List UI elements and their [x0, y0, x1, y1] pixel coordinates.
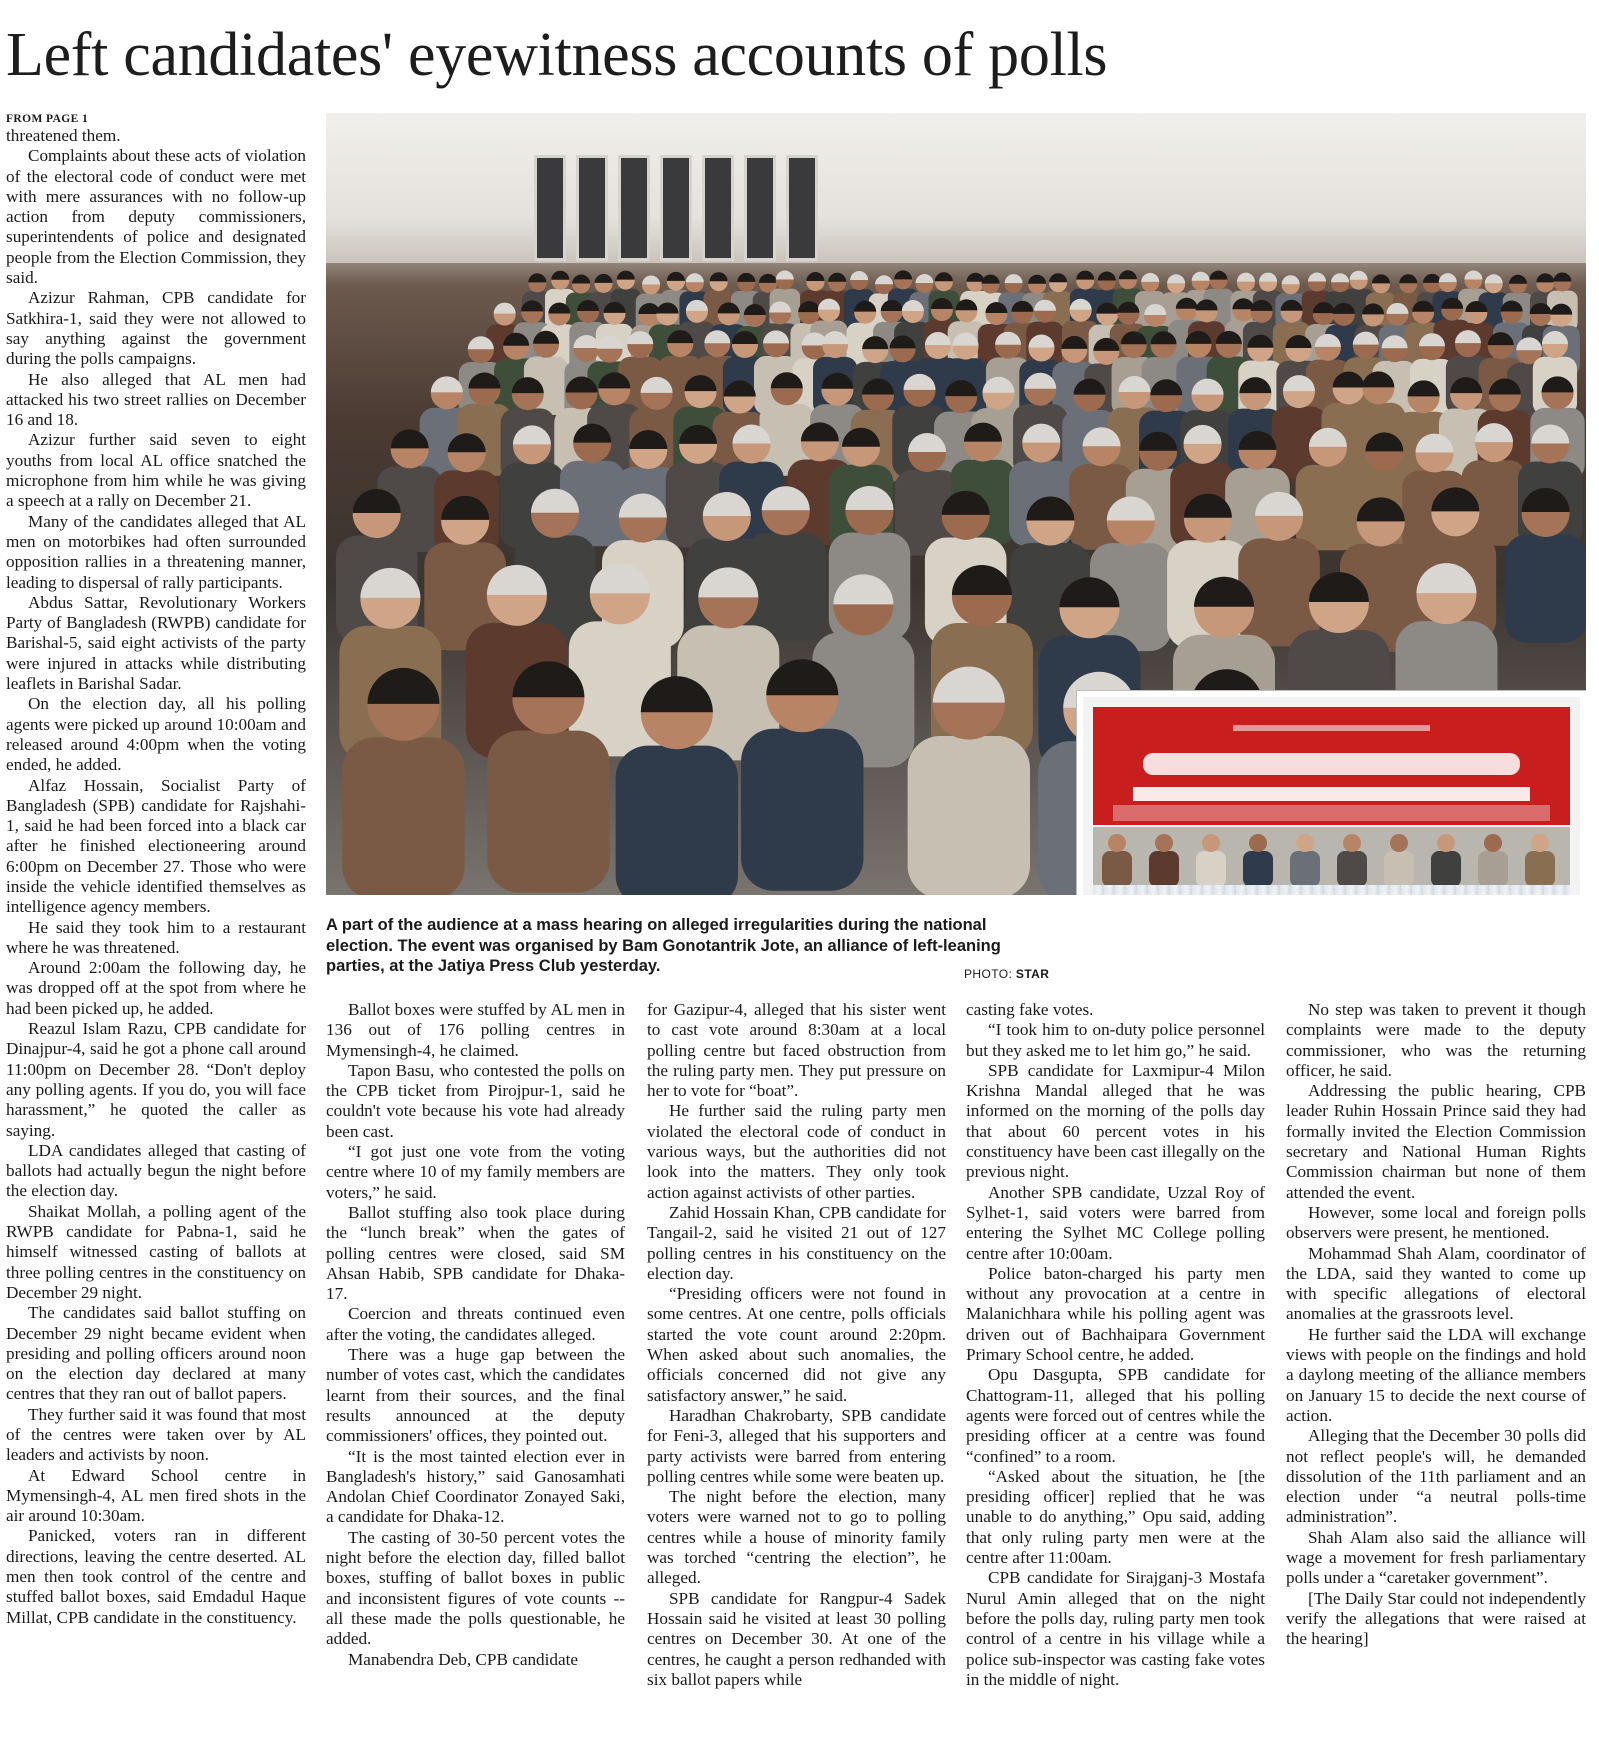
- stage-table-cloth: [1093, 885, 1570, 895]
- audience-member-body: [908, 736, 1030, 895]
- column-paragraphs: [966, 1000, 1265, 1690]
- paragraph: They further said it was found that most of the centres were taken over by AL leaders and activists by noon.: [6, 1404, 306, 1465]
- main-photo: [326, 113, 1586, 895]
- panel-speaker-head: [1531, 834, 1549, 852]
- audience-member-hair: [1308, 273, 1326, 282]
- audience-member-body: [1238, 538, 1320, 646]
- audience-member-body: [616, 746, 738, 895]
- panel-speaker-head: [1437, 834, 1455, 852]
- audience-member-hair: [1259, 273, 1277, 282]
- article-column-4: [1286, 1000, 1586, 1756]
- paragraph: Manabendra Deb, CPB candidate: [348, 1649, 579, 1669]
- panel-speaker-head: [1484, 834, 1502, 852]
- audience-member-hair: [1076, 271, 1094, 280]
- audience-member-hair: [894, 270, 912, 279]
- paragraph: Alleging that the December 30 polls did not reflect people's will, he demanded dissolution of the 11th parliament and an election under “a neutral polls-time administration”.: [1286, 1426, 1586, 1527]
- column-paragraphs: [1286, 1000, 1586, 1650]
- paragraph: Haradhan Chakrobarty, SPB candidate for Feni-3, alleged that his supporters and party activists were barred from entering polling centres while some were beaten up.: [647, 1405, 946, 1486]
- paragraph: Shah Alam also said the alliance will wage a movement for fresh parliamentary polls under a “caretaker government”.: [1286, 1527, 1586, 1588]
- photo-credit-label: PHOTO:: [964, 967, 1013, 981]
- paragraph: Mohammad Shah Alam, coordinator of the LDA, said they wanted to come up with specific allegations of electoral anomalies at the grassroots level.: [1286, 1243, 1586, 1324]
- panel-speaker-head: [1155, 834, 1173, 852]
- audience-member-hair: [667, 272, 685, 281]
- paragraph: Police baton-charged his party men without any provocation at a centre in Malanichhara while his polling agent was driven out of Bachhaipara Government Primary School centre, he added.: [966, 1263, 1265, 1365]
- audience-member-hair: [967, 273, 985, 282]
- paragraph: Azizur further said seven to eight youths from local AL office snatched the microphone from him while he was giving a speech at a rally on December 21.: [6, 430, 306, 511]
- photo-credit-source: STAR: [1015, 967, 1050, 981]
- panel-speaker-head: [1202, 834, 1220, 852]
- panel-speaker-body: [1290, 851, 1320, 887]
- hall-window: [618, 155, 650, 261]
- panel-speakers-figures: [1093, 827, 1570, 887]
- paragraph: Around 2:00am the following day, he was dropped off at the spot from where he had been picked up, he added.: [6, 958, 306, 1018]
- paragraph: Complaints about these acts of violation of the electoral code of conduct were met with mere assurances with no follow-up action from deputy commissioners, superintendents of police and designated people from the Election Commission, they said.: [6, 146, 306, 288]
- column-paragraphs: [647, 1000, 946, 1690]
- audience-member-hair: [1119, 270, 1137, 279]
- audience-member-body: [342, 737, 464, 895]
- paragraph: CPB candidate for Sirajganj-3 Mostafa Nurul Amin alleged that on the night before the polls day, ruling party men took control of a centre in his village while a police sub-inspector was casting fake votes in the middle of night.: [966, 1568, 1265, 1689]
- hall-window: [576, 155, 608, 261]
- audience-member-hair: [1553, 272, 1571, 281]
- audience-member-hair: [1464, 270, 1482, 279]
- audience-member-hair: [642, 275, 660, 284]
- panel-speaker-head: [1343, 834, 1361, 852]
- audience-member-hair: [875, 275, 893, 284]
- hall-window: [744, 155, 776, 261]
- panel-speaker-body: [1149, 851, 1179, 887]
- audience-member-hair: [828, 273, 846, 282]
- audience-member-hair: [431, 376, 463, 392]
- audience-member-hair: [1141, 273, 1159, 282]
- paragraph: He further said the ruling party men violated the electoral code of conduct in various ways, but the authorities did not look into the matters. They only took action against activists of other parties.: [647, 1101, 946, 1202]
- audience-member-body: [1505, 535, 1586, 643]
- panel-speaker-body: [1337, 851, 1367, 887]
- paragraph: Azizur Rahman, CPB candidate for Satkhira-1, said they were not allowed to say anything against the government during the polls campaigns.: [6, 288, 306, 369]
- paragraph: No step was taken to prevent it though complaints were made to the deputy commissioner, who was the returning officer, he said.: [1286, 1000, 1586, 1080]
- photo-caption: A part of the audience at a mass hearing on alleged irregularities during the national election. The event was organised by Bam Gonotantrik Jote, an alliance of left-leaning parties, at the Jatiya Press Club yesterday.: [326, 916, 1001, 975]
- panel-speaker-body: [1384, 851, 1414, 887]
- paragraph: Addressing the public hearing, CPB leader Ruhin Hossain Prince said they had formally invited the Election Commission secretary and National Human Rights Commission chairman but none of them attended the event.: [1286, 1081, 1586, 1202]
- audience-member-hair: [806, 272, 824, 281]
- audience-member-hair: [737, 273, 755, 282]
- paragraph: “It is the most tainted election ever in Bangladesh's history,” said Ganosamhati Andolan Chief Coordinator Zonayed Saki, a candidate for Dhaka-12.: [326, 1446, 625, 1527]
- paragraph: “I got just one vote from the voting centre where 10 of my family members are voters,” he said.: [326, 1142, 625, 1202]
- panel-speaker-head: [1296, 834, 1314, 852]
- paragraph: Panicked, voters ran in different directions, leaving the centre deserted. AL men then took control of the centre and stuffed ballot boxes, said Emdadul Haque Millat, CPB candidate in the constituency.: [6, 1526, 306, 1627]
- paragraph: There was a huge gap between the number of votes cast, which the candidates learnt from their sources, and the final results announced at the deputy commissioners' offices, they pointed out.: [326, 1345, 625, 1446]
- paragraph: Abdus Sattar, Revolutionary Workers Party of Bangladesh (RWPB) candidate for Barishal-5, said eight activists of the party were injured in attacks while distributing leaflets in Barishal Sadar.: [6, 592, 306, 694]
- audience-member-hair: [595, 274, 613, 283]
- headline: Left candidates' eyewitness accounts of polls: [6, 21, 1108, 89]
- audience-member-hair: [759, 274, 777, 283]
- paragraph: threatened them.: [6, 126, 121, 145]
- paragraph: SPB candidate for Rangpur-4 Sadek Hossain said he visited at least 30 polling centres on December 30. At one of the centres, he caught a person redhanded with six ballot papers while: [647, 1588, 946, 1689]
- audience-member-body: [741, 729, 863, 891]
- stage-banner: [1093, 707, 1570, 825]
- hall-window: [534, 155, 566, 261]
- photo-credit: [964, 967, 1054, 981]
- paragraph: for Gazipur-4, alleged that his sister went to cast vote around 8:30am at a local polling centre but faced obstruction from the ruling party men. They put pressure on her to vote for “boat”.: [647, 1000, 946, 1101]
- audience-member-hair: [572, 275, 590, 284]
- audience-member-hair: [710, 272, 728, 281]
- paragraph: Alfaz Hossain, Socialist Party of Bangladesh (SPB) candidate for Rajshahi-1, said he had been forced into a black car after he finished electioneering around 6:00pm on December 27. Those who were inside the vehicle identified themselves as intelligence agency members.: [6, 775, 306, 917]
- audience-member-hair: [982, 275, 1000, 284]
- audience-member-hair: [1485, 274, 1503, 283]
- paragraph: Ballot stuffing also took place during the “lunch break” when the gates of polling centres were closed, said SM Ahsan Habib, SPB candidate for Dhaka-17.: [326, 1202, 625, 1304]
- hall-wall: [326, 113, 1586, 263]
- panel-speaker-body: [1478, 851, 1508, 887]
- panel-speaker-body: [1102, 851, 1132, 887]
- hall-window: [660, 155, 692, 261]
- audience-member-hair: [1098, 272, 1116, 281]
- panel-speakers: [1093, 827, 1570, 887]
- article-column-1: [326, 1000, 625, 1756]
- paragraph: Coercion and threats continued even after the voting, the candidates alleged.: [326, 1304, 625, 1344]
- audience-member-hair: [1282, 275, 1300, 284]
- audience-member-body: [487, 731, 609, 893]
- audience-member-hair: [1536, 273, 1554, 282]
- audience-member-hair: [1237, 273, 1255, 282]
- paragraph: “Presiding officers were not found in some centres. At one centre, polls officials started the vote count around 2:20pm. When asked about such anomalies, the officials concerned did not give any satisfactory answer,” he said.: [647, 1284, 946, 1405]
- audience-member-hair: [850, 271, 868, 280]
- audience-member-hair: [617, 271, 635, 280]
- paragraph: Many of the candidates alleged that AL men on motorbikes had often surrounded opposition rallies in a threatening manner, leading to dispersal of rally participants.: [6, 511, 306, 592]
- audience-member-hair: [935, 272, 953, 281]
- article-column-3: [966, 1000, 1265, 1756]
- from-page-label: FROM PAGE 1: [6, 113, 89, 125]
- panel-speaker-head: [1108, 834, 1126, 852]
- audience-member-hair: [528, 273, 546, 282]
- paragraph: At Edward School centre in Mymensingh-4, AL men fired shots in the air around 10:30am.: [6, 1465, 306, 1526]
- audience-member-hair: [1509, 275, 1527, 284]
- panel-speaker-head: [1390, 834, 1408, 852]
- audience-member-hair: [1331, 273, 1349, 282]
- panel-speaker-head: [1249, 834, 1267, 852]
- paragraph: Zahid Hossain Khan, CPB candidate for Tangail-2, said he visited 21 out of 127 polling centres in his constituency on the election day.: [647, 1202, 946, 1283]
- paragraph: Ballot boxes were stuffed by AL men in 136 out of 176 polling centres in Mymensingh-4, he claimed.: [326, 1000, 625, 1060]
- paragraph: LDA candidates alleged that casting of ballots had actually begun the night before the election day.: [6, 1140, 306, 1201]
- audience-member-hair: [1423, 274, 1441, 283]
- panel-speaker-body: [1196, 851, 1226, 887]
- panel-speaker-body: [1431, 851, 1461, 887]
- paragraph: He also alleged that AL men had attacked his two street rallies on December 16 and 18.: [6, 369, 306, 430]
- paragraph: However, some local and foreign polls observers were present, he mentioned.: [1286, 1202, 1586, 1243]
- column-paragraphs: [6, 126, 306, 1628]
- paragraph: The night before the election, many voters were warned not to go to polling centres while a house of minority family was torched “centring the election”, he alleged.: [647, 1487, 946, 1588]
- paragraph: He said they took him to a restaurant where he was threatened.: [6, 917, 306, 957]
- audience-member-body: [745, 533, 827, 641]
- audience-member-hair: [1350, 271, 1368, 280]
- paragraph: “Asked about the situation, he [the presiding officer] replied that he was unable to do anything,” Opu said, adding that only ruling party men were at the centre after 11:00am.: [966, 1466, 1265, 1568]
- audience-member-hair: [1028, 275, 1046, 284]
- audience-member-hair: [494, 303, 516, 314]
- paragraph: Tapon Basu, who contested the polls on the CPB ticket from Pirojpur-1, said he couldn't vote because his vote had already been cast.: [326, 1060, 625, 1141]
- paragraph: Another SPB candidate, Uzzal Roy of Sylhet-1, said voters were barred from entering the Sylhet MC College polling centre after 10:00am.: [966, 1182, 1265, 1263]
- article-column-left: [6, 112, 306, 1756]
- panel-speaker-body: [1525, 851, 1555, 887]
- audience-member-hair: [1372, 274, 1390, 283]
- paragraph: “I took him to on-duty police personnel but they asked me to let him go,” he said.: [966, 1020, 1265, 1060]
- paragraph: casting fake votes.: [966, 1000, 1094, 1019]
- paragraph: Opu Dasgupta, SPB candidate for Chattogram-11, alleged that his polling agents were forced out of centres while the presiding officer at a centre was found “confined” to a room.: [966, 1365, 1265, 1466]
- audience-member-hair: [1192, 272, 1210, 281]
- hall-window: [786, 155, 818, 261]
- audience-member-hair: [776, 271, 794, 280]
- audience-member-hair: [915, 274, 933, 283]
- paragraph: [The Daily Star could not independently verify the allegations that were raised at the hearing]: [1286, 1588, 1586, 1649]
- inset-photo: [1077, 691, 1586, 895]
- paragraph: He further said the LDA will exchange views with people on the findings and hold a daylong meeting of the alliance members on January 15 to decide the next course of action.: [1286, 1324, 1586, 1425]
- audience-member-hair: [551, 271, 569, 280]
- article-column-2: [647, 1000, 946, 1756]
- paragraph: The casting of 30-50 percent votes the night before the election day, filled ballot boxes, stuffing of ballot boxes in public and inconsistent figures of vote counts -- all these made the polls questionable, he added.: [326, 1527, 625, 1649]
- panel-speaker-body: [1243, 851, 1273, 887]
- audience-member-hair: [1399, 274, 1417, 283]
- paragraph: On the election day, all his polling agents were picked up around 10:00am and released around 4:00pm when the voting ended, he added.: [6, 694, 306, 775]
- audience-member-hair: [1439, 273, 1457, 282]
- audience-member-hair: [1005, 274, 1023, 283]
- audience-member-hair: [1167, 274, 1185, 283]
- paragraph: Reazul Islam Razu, CPB candidate for Dinajpur-4, said he got a phone call around 11:00pm on December 28. “Don't deploy any polling agents. If you do, you will face harassment,” he quoted the caller as saying.: [6, 1019, 306, 1140]
- audience-member-body: [1296, 465, 1361, 551]
- audience-member-hair: [686, 273, 704, 282]
- hall-window: [702, 155, 734, 261]
- audience-member-hair: [1049, 273, 1067, 282]
- paragraph: SPB candidate for Laxmipur-4 Milon Krishna Mandal alleged that he was informed on the morning of the polls day that about 60 percent votes in his constituency have been cast illegally on the previous night.: [966, 1060, 1265, 1182]
- column-paragraphs: [326, 1000, 625, 1670]
- paragraph: Shaikat Mollah, a polling agent of the RWPB candidate for Pabna-1, said he himself witnessed casting of ballots at three polling centres in the constituency on December 29 night.: [6, 1201, 306, 1302]
- audience-member-hair: [1209, 271, 1227, 280]
- paragraph: The candidates said ballot stuffing on December 29 night became evident when presiding and polling officers around noon on the election day declared at many centres that they ran out of ballot papers.: [6, 1303, 306, 1404]
